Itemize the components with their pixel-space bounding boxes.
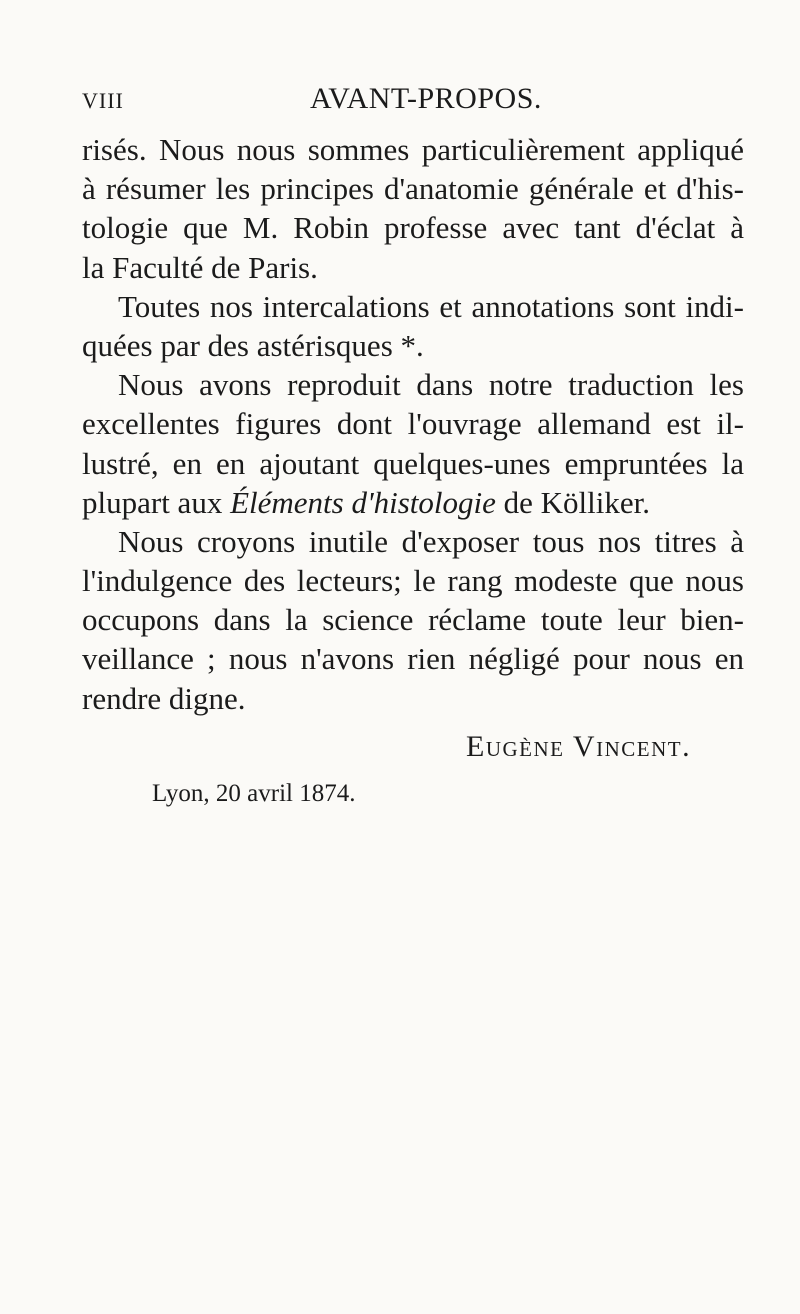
text-line: occupons dans la science réclame toute leur bien- <box>82 602 744 638</box>
dateline: Lyon, 20 avril 1874. <box>152 780 356 807</box>
book-title-citation: Éléments d'histologie <box>230 484 496 520</box>
text-line: tologie que M. Robin professe avec tant d'éclat à <box>82 210 744 246</box>
text-line: à résumer les principes d'anatomie générale et d'his- <box>82 171 744 207</box>
text-line: quées par des astérisques *. <box>82 327 424 363</box>
text-line: Nous croyons inutile d'exposer tous nos titres à <box>118 523 744 559</box>
text-line: la Faculté de Paris. <box>82 249 318 285</box>
running-title: AVANT-PROPOS. <box>310 82 542 115</box>
text-line: rendre digne. <box>82 680 246 716</box>
text-line: risés. Nous nous sommes particulièrement appliqué <box>82 132 744 167</box>
author-signature: Eugène Vincent. <box>466 730 692 763</box>
text-line: excellentes figures dont l'ouvrage allemand est il- <box>82 406 744 442</box>
text-line: Toutes nos intercalations et annotations sont indi- <box>118 288 744 324</box>
text-line <box>82 483 744 522</box>
text-line: l'indulgence des lecteurs; le rang modeste que nous <box>82 563 744 599</box>
text-line: lustré, en en ajoutant quelques-unes empruntées la <box>82 445 744 481</box>
text-line: veillance ; nous n'avons rien négligé pour nous en <box>82 641 744 677</box>
page-number: VIII <box>82 88 124 113</box>
body-text <box>82 130 744 718</box>
text-line: Nous avons reproduit dans notre traduction les <box>118 367 744 403</box>
text-run: plupart aux <box>82 484 231 520</box>
page-header <box>82 82 742 122</box>
text-run: de Kölliker. <box>495 484 650 520</box>
